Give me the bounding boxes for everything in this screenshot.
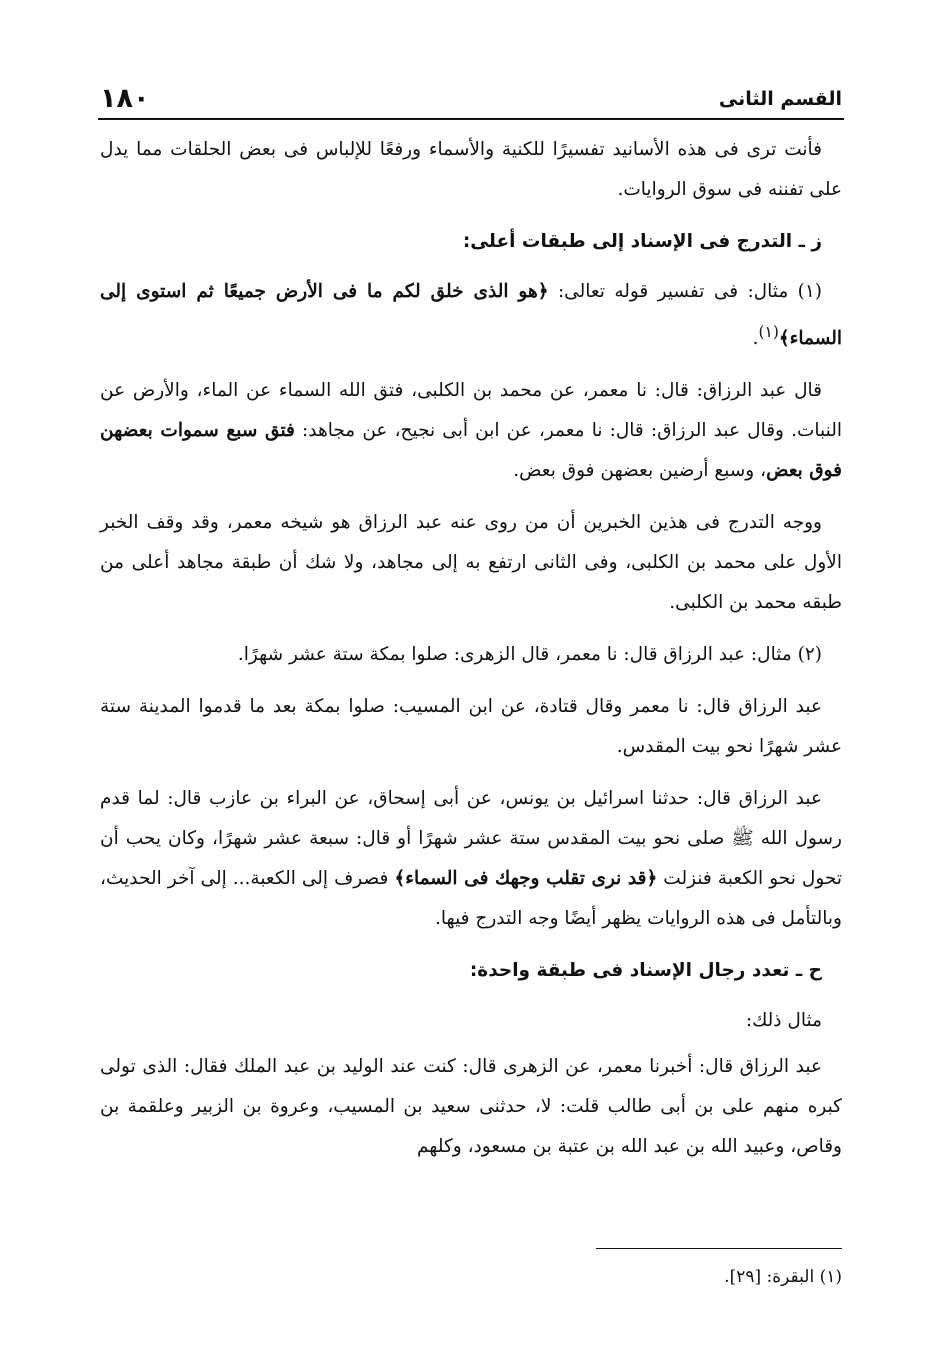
paragraph-abdulrazzaq-1 [100,371,842,491]
example-1-lead: (١) مثال: فى تفسير قوله تعالى: [548,281,822,302]
page-header [100,82,842,118]
page-body [100,130,842,1179]
paragraph-intro: فأنت ترى فى هذه الأسانيد تفسيرًا للكنية والأسماء ورفعًا للإلباس فى بعض الحلقات مما يدل على تفننه فى سوق الروايات. [100,139,842,200]
quran-verse-1: ﴿هو الذى خلق لكم ما فى الأرض جميعًا ثم استوى إلى السماء﴾ [100,281,842,350]
paragraph-abdulrazzaq-2: عبد الرزاق قال: نا معمر وقال قتادة، عن ابن المسيب: صلوا بمكة بعد ما قدموا المدينة ستة عشر شهرًا نحو بيت المقدس. [100,696,842,758]
p2-text-a: قال عبد الرزاق: قال: نا معمر، عن محمد بن الكلبى، فتق الله السماء عن الماء، والأرض عن النبات. وقال عبد الرزاق: قال: نا معمر، عن ابن أبى نجيح، عن مجاهد: [100,380,842,442]
quran-verse-2: ﴿قد نرى تقلب وجهك فى السماء﴾ [394,868,658,890]
p2-text-c: ، وسبع أرضين بعضهن فوق بعض. [513,460,767,482]
footnote-rule [596,1248,842,1249]
p6-text-a: عبد الرزاق قال: حدثنا اسرائيل بن يونس، عن أبى إسحاق، عن البراء بن عازب قال: لما قدم رسول الله ﷺ صلى نحو بيت المقدس ستة عشر شهرًا أو قال: سبعة عشر شهرًا، وكان يحب أن تحول نحو الكعبة فنزلت [100,788,842,890]
paragraph-explanation: ووجه التدرج فى هذين الخبرين أن من روى عنه عبد الرزاق هو شيخه معمر، وقد وقف الخبر الأول على محمد بن الكلبى، وفى الثانى ارتفع به إلى مجاهد، ولا شك أن طبقة مجاهد أعلى من طبقه محمد بن الكلبى. [100,512,842,614]
example-1-end: . [752,328,759,350]
example-1-paragraph [100,272,842,359]
footnote: (١) البقرة: [٢٩]. [724,1267,842,1287]
running-title: القسم الثانى [718,88,842,110]
section-heading-z: ز ـ التدرج فى الإسناد إلى طبقات أعلى: [462,231,822,252]
page-number: ١٨٠ [100,83,150,114]
footnote-ref-1: (١) [758,323,779,341]
example-2-paragraph: (٢) مثال: عبد الرزاق قال: نا معمر، قال الزهرى: صلوا بمكة ستة عشر شهرًا. [237,644,822,666]
example-label: مثال ذلك: [745,1010,822,1032]
paragraph-abdulrazzaq-4: عبد الرزاق قال: أخبرنا معمر، عن الزهرى قال: كنت عند الوليد بن عبد الملك فقال: الذى تولى كبره منهم على بن أبى طالب قلت: لا، حدثنى سعيد بن المسيب، وعروة بن الزبير وعلقمة بن وقاص، وعبيد الله بن عبد الله بن عتبة بن مسعود، وكلهم [100,1056,842,1158]
p2-text-bold: فتق سبع سموات بعضهن فوق بعض [100,420,842,482]
header-rule [98,118,844,120]
paragraph-abdulrazzaq-3 [100,779,842,939]
p6-text-b: فصرف إلى الكعبة... إلى آخر الحديث، وبالتأمل فى هذه الروايات يظهر أيضًا وجه التدرج فيها. [100,868,842,930]
section-heading-h: ح ـ تعدد رجال الإسناد فى طبقة واحدة: [469,960,822,982]
